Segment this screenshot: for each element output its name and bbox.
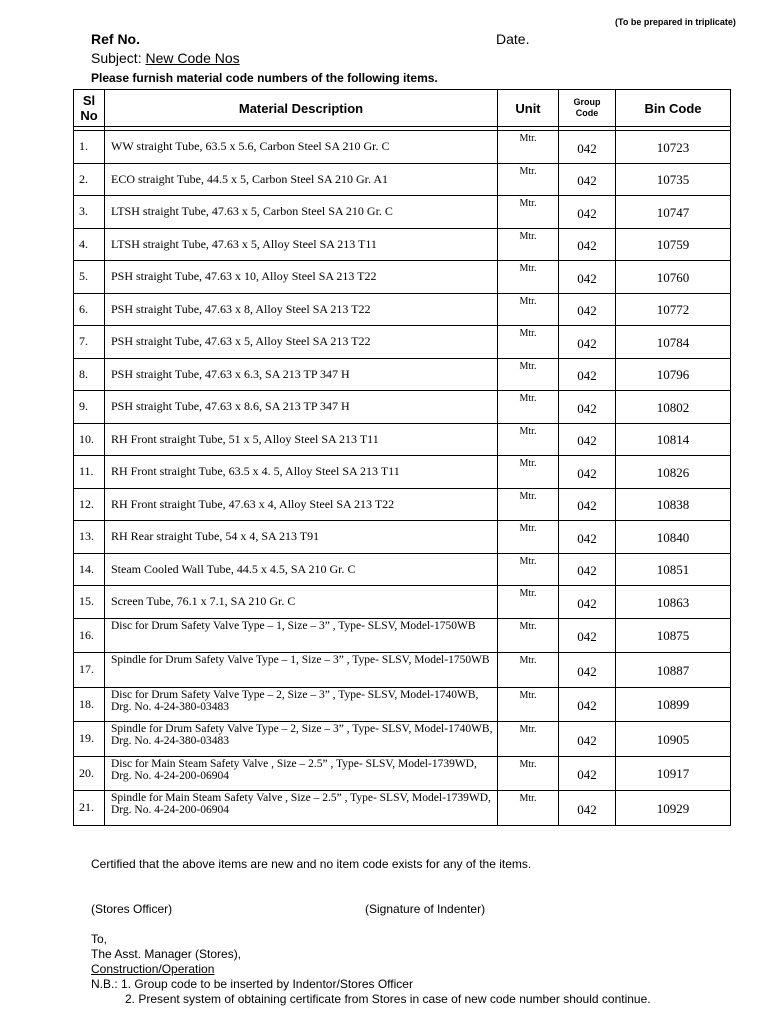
bin-code-cell: 10917 [616,756,731,791]
group-code-cell: 042 [559,261,616,294]
unit-cell: Mtr. [498,228,559,261]
table-row [74,488,731,521]
unit-cell: Mtr. [498,722,559,757]
date-label: Date. [496,31,530,47]
ref-no-label: Ref No. [91,31,140,47]
description-cell: Disc for Drum Safety Valve Type – 1, Size – 3” , Type- SLSV, Model-1750WB [105,618,498,653]
sl-cell: 15. [74,586,105,619]
description-cell: PSH straight Tube, 47.63 x 8.6, SA 213 TP 347 H [105,391,498,424]
group-code-cell: 042 [559,423,616,456]
sl-cell: 12. [74,488,105,521]
sl-cell: 18. [74,687,105,722]
bin-code-cell: 10759 [616,228,731,261]
sl-cell: 5. [74,261,105,294]
header-material-description: Material Description [105,90,498,127]
description-cell: LTSH straight Tube, 47.63 x 5, Carbon Steel SA 210 Gr. C [105,196,498,229]
description-cell: PSH straight Tube, 47.63 x 6.3, SA 213 TP 347 H [105,358,498,391]
sl-cell: 11. [74,456,105,489]
group-code-cell: 042 [559,653,616,688]
description-cell: Disc for Drum Safety Valve Type – 2, Size – 3” , Type- SLSV, Model-1740WB, Drg. No. 4-24-380-03483 [105,687,498,722]
description-cell: PSH straight Tube, 47.63 x 10, Alloy Steel SA 213 T22 [105,261,498,294]
unit-cell: Mtr. [498,131,559,164]
sl-cell: 10. [74,423,105,456]
description-cell: RH Rear straight Tube, 54 x 4, SA 213 T91 [105,521,498,554]
sl-cell: 1. [74,131,105,164]
stores-officer-label: (Stores Officer) [91,902,173,916]
unit-cell: Mtr. [498,521,559,554]
description-cell: RH Front straight Tube, 51 x 5, Alloy Steel SA 213 T11 [105,423,498,456]
bin-code-cell: 10838 [616,488,731,521]
table-row [74,326,731,359]
table-row [74,653,731,688]
unit-cell: Mtr. [498,293,559,326]
table-row [74,358,731,391]
unit-cell: Mtr. [498,456,559,489]
group-code-cell: 042 [559,722,616,757]
bin-code-cell: 10784 [616,326,731,359]
bin-code-cell: 10899 [616,687,731,722]
group-code-cell: 042 [559,358,616,391]
group-code-cell: 042 [559,488,616,521]
group-code-cell: 042 [559,553,616,586]
unit-cell: Mtr. [498,261,559,294]
unit-cell: Mtr. [498,687,559,722]
group-code-cell: 042 [559,687,616,722]
sl-cell: 14. [74,553,105,586]
unit-cell: Mtr. [498,358,559,391]
bin-code-cell: 10840 [616,521,731,554]
group-code-cell: 042 [559,228,616,261]
sl-cell: 16. [74,618,105,653]
unit-cell: Mtr. [498,618,559,653]
unit-cell: Mtr. [498,586,559,619]
table-row [74,791,731,826]
description-cell: Steam Cooled Wall Tube, 44.5 x 4.5, SA 210 Gr. C [105,553,498,586]
table-header-row [74,90,731,127]
bin-code-cell: 10796 [616,358,731,391]
sl-cell: 4. [74,228,105,261]
table-row [74,293,731,326]
group-code-cell: 042 [559,293,616,326]
sl-cell: 9. [74,391,105,424]
table-row [74,722,731,757]
table-row [74,586,731,619]
instruction-text: Please furnish material code numbers of the following items. [91,71,438,85]
table-row [74,553,731,586]
table-row [74,391,731,424]
certification-text: Certified that the above items are new and no item code exists for any of the items. [91,857,532,871]
bin-code-cell: 10723 [616,131,731,164]
bin-code-cell: 10760 [616,261,731,294]
sl-cell: 8. [74,358,105,391]
sl-cell: 21. [74,791,105,826]
unit-cell: Mtr. [498,196,559,229]
sl-cell: 7. [74,326,105,359]
group-code-cell: 042 [559,756,616,791]
sl-cell: 3. [74,196,105,229]
header-group-code: Group Code [559,90,616,127]
description-cell: LTSH straight Tube, 47.63 x 5, Alloy Steel SA 213 T11 [105,228,498,261]
description-cell: Spindle for Drum Safety Valve Type – 2, Size – 3” , Type- SLSV, Model-1740WB, Drg. No. 4-24-380-03483 [105,722,498,757]
group-code-cell: 042 [559,391,616,424]
sl-cell: 13. [74,521,105,554]
table-row [74,618,731,653]
note-1: N.B.: 1. Group code to be inserted by Indentor/Stores Officer [91,977,413,991]
table-row [74,456,731,489]
note-2: 2. Present system of obtaining certificate from Stores in case of new code number should continue. [125,992,651,1006]
group-code-cell: 042 [559,163,616,196]
table-row [74,196,731,229]
unit-cell: Mtr. [498,163,559,196]
subject-line [91,50,240,66]
bin-code-cell: 10887 [616,653,731,688]
group-code-cell: 042 [559,196,616,229]
unit-cell: Mtr. [498,756,559,791]
unit-cell: Mtr. [498,423,559,456]
description-cell: ECO straight Tube, 44.5 x 5, Carbon Steel SA 210 Gr. A1 [105,163,498,196]
description-cell: Screen Tube, 76.1 x 7.1, SA 210 Gr. C [105,586,498,619]
table-row [74,228,731,261]
bin-code-cell: 10929 [616,791,731,826]
table-row [74,423,731,456]
bin-code-cell: 10851 [616,553,731,586]
table-row [74,163,731,196]
group-code-cell: 042 [559,791,616,826]
unit-cell: Mtr. [498,653,559,688]
bin-code-cell: 10772 [616,293,731,326]
sl-cell: 2. [74,163,105,196]
header-sl-no: Sl No [74,90,105,127]
table-row [74,521,731,554]
description-cell: Disc for Main Steam Safety Valve , Size – 2.5” , Type- SLSV, Model-1739WD, Drg. No. 4-24-200-06904 [105,756,498,791]
subject-label: Subject: [91,50,142,66]
sl-cell: 17. [74,653,105,688]
group-code-cell: 042 [559,586,616,619]
unit-cell: Mtr. [498,791,559,826]
header-bin-code: Bin Code [616,90,731,127]
bin-code-cell: 10875 [616,618,731,653]
unit-cell: Mtr. [498,553,559,586]
unit-cell: Mtr. [498,488,559,521]
to-label: To, [91,932,108,946]
group-code-cell: 042 [559,456,616,489]
description-cell: Spindle for Main Steam Safety Valve , Size – 2.5” , Type- SLSV, Model-1739WD, Drg. No. 4-24-200-06904 [105,791,498,826]
group-code-cell: 042 [559,521,616,554]
group-code-cell: 042 [559,131,616,164]
unit-cell: Mtr. [498,326,559,359]
description-cell: Spindle for Drum Safety Valve Type – 1, Size – 3” , Type- SLSV, Model-1750WB [105,653,498,688]
table-row [74,756,731,791]
description-cell: PSH straight Tube, 47.63 x 8, Alloy Steel SA 213 T22 [105,293,498,326]
table-row [74,261,731,294]
department: Construction/Operation [91,962,215,976]
indenter-signature-label: (Signature of Indenter) [365,902,486,916]
description-cell: PSH straight Tube, 47.63 x 5, Alloy Steel SA 213 T22 [105,326,498,359]
sl-cell: 20. [74,756,105,791]
bin-code-cell: 10863 [616,586,731,619]
table-row [74,687,731,722]
description-cell: RH Front straight Tube, 47.63 x 4, Alloy Steel SA 213 T22 [105,488,498,521]
address-block [91,932,651,1007]
table-row [74,131,731,164]
triplicate-note: (To be prepared in triplicate) [615,17,736,27]
description-cell: RH Front straight Tube, 63.5 x 4. 5, Alloy Steel SA 213 T11 [105,456,498,489]
recipient: The Asst. Manager (Stores), [91,947,242,961]
sl-cell: 19. [74,722,105,757]
group-code-cell: 042 [559,618,616,653]
header-unit: Unit [498,90,559,127]
subject-value: New Code Nos [145,50,240,66]
bin-code-cell: 10747 [616,196,731,229]
sl-cell: 6. [74,293,105,326]
group-code-cell: 042 [559,326,616,359]
bin-code-cell: 10814 [616,423,731,456]
bin-code-cell: 10826 [616,456,731,489]
bin-code-cell: 10802 [616,391,731,424]
description-cell: WW straight Tube, 63.5 x 5.6, Carbon Steel SA 210 Gr. C [105,131,498,164]
material-table [73,89,731,826]
bin-code-cell: 10905 [616,722,731,757]
bin-code-cell: 10735 [616,163,731,196]
unit-cell: Mtr. [498,391,559,424]
